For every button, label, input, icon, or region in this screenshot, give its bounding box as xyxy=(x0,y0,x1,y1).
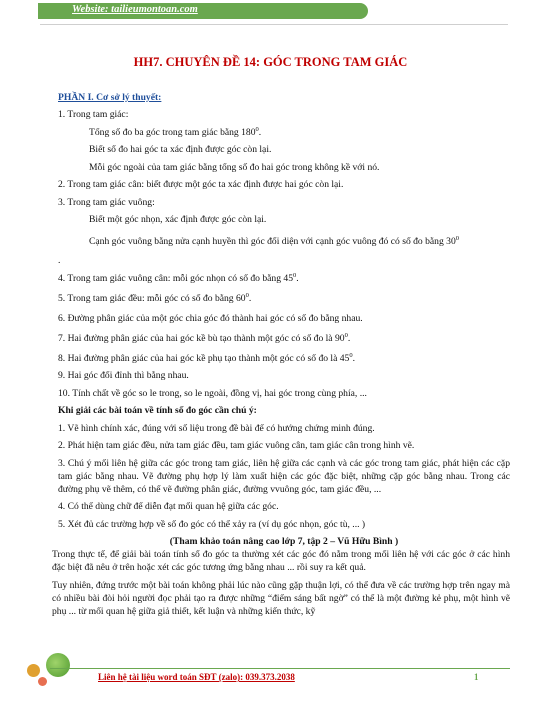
note-5: 5. Xét đủ các trường hợp về số đo góc có thể xảy ra (ví dụ góc nhọn, góc tù, ... ) xyxy=(58,518,366,530)
item-3b: Cạnh góc vuông bằng nửa cạnh huyền thì góc đối diện với cạnh góc vuông đó có số đo bằng $30^0$ xyxy=(89,234,460,247)
page-number: 1 xyxy=(474,672,479,682)
item-3a: Biết một góc nhọn, xác định được góc còn lại. xyxy=(89,214,267,225)
footer-divider xyxy=(50,668,510,669)
item-1: 1. Trong tam giác: xyxy=(58,109,129,120)
item-3b-continuation: . xyxy=(58,255,61,266)
item-4: 4. Trong tam giác vuông cân: mỗi góc nhọn có số đo bằng $45^0$. xyxy=(58,271,299,284)
footer-decoration-green-dot xyxy=(46,653,70,677)
paragraph-however: Tuy nhiên, đứng trước một bài toán không phải lúc nào cũng gặp thuận lợi, có thể đưa về các trường hợp trên ngay mà có nhiều bài đòi hỏi người đọc phải tạo ra được những “điểm sáng bất ngờ” có thể là một đường kẻ phụ, một hình vẽ phụ ... từ mối quan hệ giữa giả thiết, kết luận và những kiến thức, kỹ xyxy=(52,579,510,617)
note-1: 1. Vẽ hình chính xác, đúng với số liệu trong đề bài để có hướng chứng minh đúng. xyxy=(58,422,375,434)
item-3: 3. Trong tam giác vuông: xyxy=(58,196,155,208)
footer-contact-link[interactable]: Liên hệ tài liệu word toán SĐT (zalo): 039.373.2038 xyxy=(98,672,295,682)
item-10: 10. Tính chất về góc so le trong, so le ngoài, đồng vị, hai góc trong cùng phía, ... xyxy=(58,387,367,399)
reference-note: (Tham khảo toán nâng cao lớp 7, tập 2 – Vũ Hữu Bình ) xyxy=(169,536,399,547)
footer-decoration-red-dot xyxy=(38,677,47,686)
page-header xyxy=(0,0,541,26)
note-3: 3. Chú ý mối liên hệ giữa các góc trong tam giác, liên hệ giữa các cạnh và các góc trong tam giác, phát hiện các cặp tam giác bằng nhau. Vẽ đường phụ hợp lý làm xuất hiện các góc đặc biệt, những cặp góc bằng nhau. Trong các đường phụ vẽ thêm, có thể vẽ đường phân giác, đường vvuông góc, tam giác đều, ... xyxy=(58,457,510,495)
item-1c: Mỗi góc ngoài của tam giác bằng tổng số đo hai góc trong không kề với nó. xyxy=(89,161,380,173)
item-5: 5. Trong tam giác đều: mỗi góc có số đo bằng $60^0$. xyxy=(58,291,252,304)
section-heading: PHẦN I. Cơ sở lý thuyết: xyxy=(58,92,162,103)
item-1a: Tổng số đo ba góc trong tam giác bằng $180^0$. xyxy=(89,125,262,138)
note-4: 4. Có thể dùng chữ để diễn đạt mối quan hệ giữa các góc. xyxy=(58,501,279,512)
footer-decoration-orange-dot xyxy=(27,664,40,677)
paragraph-practice: Trong thực tế, để giải bài toán tính số đo góc ta thường xét các góc đó nằm trong mối liên hệ với các góc ở các hình đặc biệt đã nêu ở trên hoặc xét các góc tương ứng bằng nhau ... rồi suy ra kết quả. xyxy=(52,549,510,573)
item-9: 9. Hai góc đối đỉnh thì bằng nhau. xyxy=(58,370,189,381)
header-divider xyxy=(40,24,508,25)
document-body xyxy=(52,91,510,618)
note-2: 2. Phát hiện tam giác đều, nửa tam giác đều, tam giác vuông cân, tam giác cân trong hình vẽ. xyxy=(58,440,415,451)
item-6: 6. Đường phân giác của một góc chia góc đó thành hai góc có số đo bằng nhau. xyxy=(58,312,363,324)
website-link[interactable]: Website: tailieumontoan.com xyxy=(72,4,198,15)
item-1b: Biết số đo hai góc ta xác định được góc còn lại. xyxy=(89,144,272,155)
document-title: HH7. CHUYÊN ĐỀ 14: GÓC TRONG TAM GIÁC xyxy=(133,55,408,69)
item-8: 8. Hai đường phân giác của hai góc kề phụ tạo thành một góc có số đo là $45^0$. xyxy=(58,351,356,364)
notes-heading: Khi giải các bài toán về tính số đo góc cần chú ý: xyxy=(58,405,257,416)
item-2: 2. Trong tam giác cân: biết được một góc ta xác định được hai góc còn lại. xyxy=(58,179,344,190)
item-7: 7. Hai đường phân giác của hai góc kề bù tạo thành một góc có số đo là $90^0$. xyxy=(58,331,351,344)
